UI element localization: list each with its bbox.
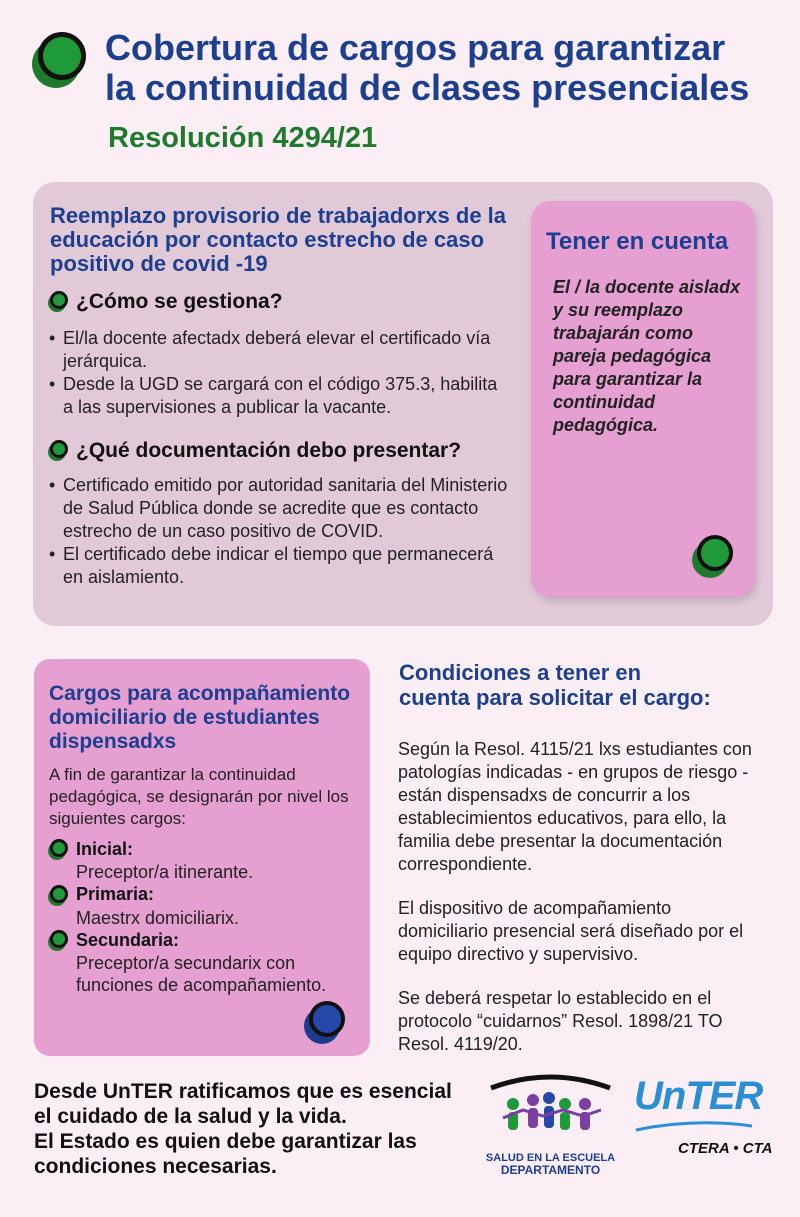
condiciones-p1: Según la Resol. 4115/21 lxs estudiantes con patologías indicadas - en grupos de riesgo - están dispensadxs de concurrir a los establecimientos educativos, para ello, la familia debe presentar la documentación correspondiente. [398,739,752,874]
question-como-gestiona: ¿Cómo se gestiona? [48,290,283,314]
salud-escuela-logo [483,1070,618,1180]
ctera-label: CTERA • CTA [678,1140,773,1157]
level-desc: Preceptor/a secundarix con funciones de acompañamiento. [76,952,327,995]
condiciones-title: Condiciones a tener en cuenta para solicitar el cargo: [399,660,711,710]
bullet-dot-icon [48,839,70,861]
list-item: • Desde la UGD se cargará con el código 375.3, habilita a las supervisiones a publicar la vacante. [49,373,509,419]
tener-dot-icon [692,535,734,579]
bullet-dot-icon [48,440,70,462]
tener-en-cuenta-title: Tener en cuenta [546,228,729,255]
bullet-dot-icon [48,930,70,952]
level-name: Inicial: [48,838,363,861]
level-desc: Maestrx domiciliarix. [76,907,240,928]
unter-swoosh-icon [634,1120,754,1134]
level-name: Secundaria: [48,929,363,952]
tener-en-cuenta-text: El / la docente aisladx y su reemplazo trabajarán como pareja pedagógica para garantizar la continuidad pedagógica. [553,277,741,435]
condiciones-p3: Se deberá respetar lo establecido en el protocolo “cuidarnos” Resol. 1898/21 TO Resol. 4119/20. [398,988,723,1054]
list-item: • El/la docente afectadx deberá elevar el certificado vía jerárquica. [49,327,509,373]
salud-escuela-label: SALUD EN LA ESCUELA DEPARTAMENTO [485,1152,616,1177]
cargos-title: Cargos para acompañamiento domiciliario de estudiantes dispensadxs [49,682,351,753]
question-documentacion: ¿Qué documentación debo presentar? [48,439,461,463]
cargos-dot-icon [304,1001,346,1045]
cargos-levels [48,838,363,996]
level-desc: Preceptor/a itinerante. [76,862,254,883]
documentacion-list [49,474,509,589]
gestion-list [49,327,509,419]
list-item: • El certificado debe indicar el tiempo que permanecerá en aislamiento. [49,543,509,589]
resolution-number: Resolución 4294/21 [108,122,378,154]
salud-escuela-figures-icon [483,1070,618,1145]
header-dot-icon [32,32,88,92]
bullet-dot-icon [48,885,70,907]
bullet-dot-icon [48,291,70,313]
footer-statement: Desde UnTER ratificamos que es esencial el cuidado de la salud y la vida. El Estado es quien debe garantizar las condiciones necesarias. [34,1080,452,1178]
level-name: Primaria: [48,883,363,906]
reemplazo-title: Reemplazo provisorio de trabajadorxs de la educación por contacto estrecho de caso positivo de covid -19 [50,203,507,276]
condiciones-p2: El dispositivo de acompañamiento domiciliario presencial será diseñado por el equipo directivo y supervisivo. [398,898,744,964]
unter-wordmark: UnTER [634,1074,763,1118]
page-title: Cobertura de cargos para garantizar la continuidad de clases presenciales [105,27,750,108]
unter-logo [634,1072,774,1177]
list-item: • Certificado emitido por autoridad sanitaria del Ministerio de Salud Pública donde se acredite que es contacto estrecho de un caso positivo de COVID. [49,474,509,543]
cargos-intro: A fin de garantizar la continuidad pedagógica, se designarán por nivel los siguientes cargos: [49,765,349,828]
